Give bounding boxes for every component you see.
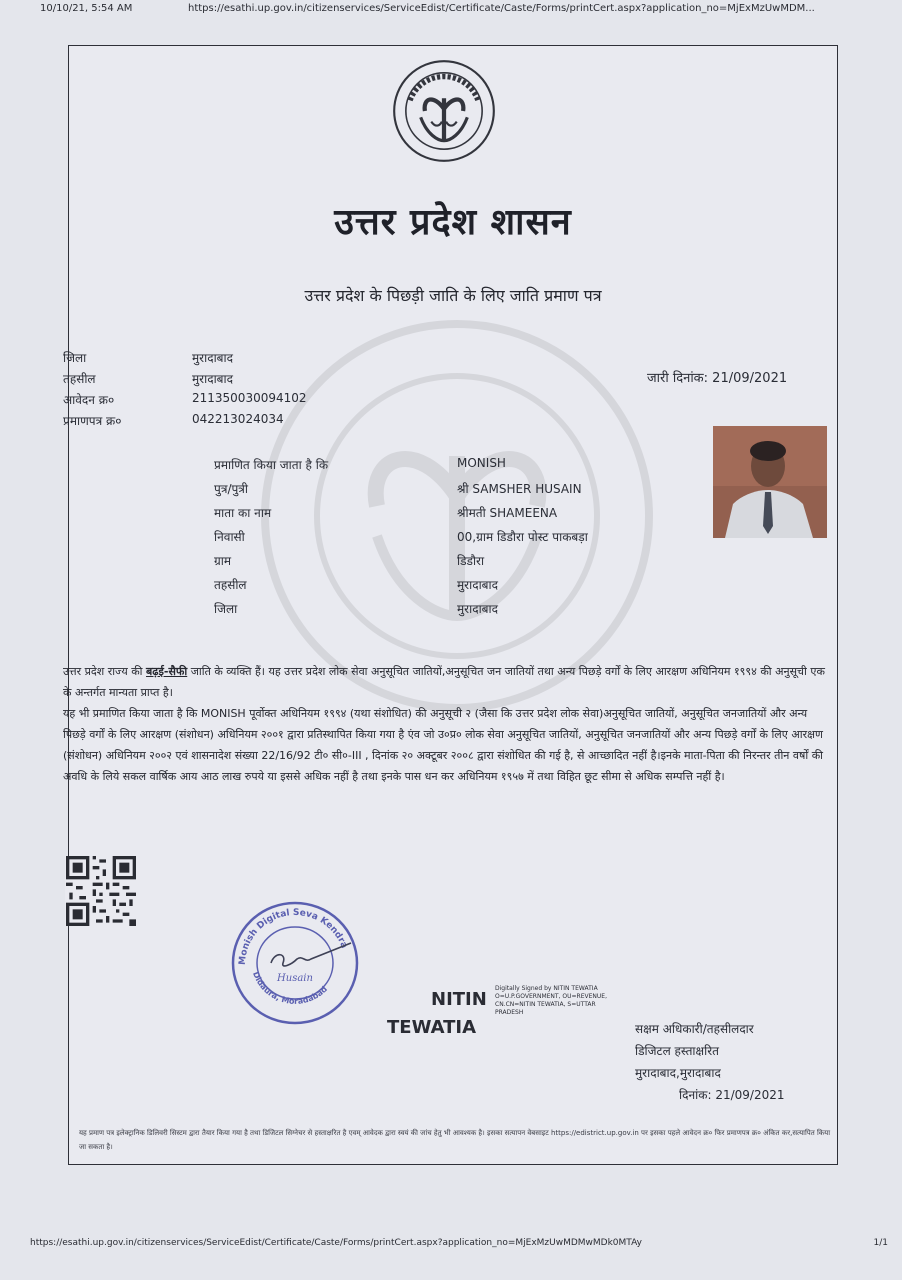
detail-value: मुरादाबाद [457,602,499,616]
authority-date: दिनांक: 21/09/2021 [679,1088,785,1102]
detail-value: 00,ग्राम डिडौरा पोस्ट पाकबड़ा [457,530,588,544]
detail-value: श्रीमती SHAMEENA [457,506,558,520]
print-timestamp: 10/10/21, 5:54 AM [40,3,133,14]
meta-label: आवेदन क्र० [63,393,115,407]
detail-label: प्रमाणित किया जाता है कि [214,458,329,472]
meta-value: 042213024034 [192,412,284,426]
issuing-authority [635,1018,785,1106]
digital-signature-info: Digitally Signed by NITIN TEWATIA O=U.P.GOVERNMENT, OU=REVENUE, CN.CN=NITIN TEWATIA, S=UTTAR PRADESH [495,985,607,1016]
stamp-bottom-text: Didaura, Moradabad [251,970,330,1006]
applicant-photo [713,426,827,538]
detail-label: ग्राम [214,554,232,568]
up-government-emblem-icon [391,58,497,164]
certificate-title: उत्तर प्रदेश शासन [334,201,572,243]
print-footer [30,1238,888,1252]
verification-footnote: यह प्रमाण पत्र इलेक्ट्रानिक डिलिवरी सिस्टम द्वारा तैयार किया गया है तथा डिजिटल सिग्नेचर से हस्ताक्षरित है एवम् आवेदक द्वारा स्वयं की जांच हेतु भी आवश्यक है। इसका सत्यापन वेबसाइट https://edistrict.up.gov.in पर इसका पहले आवेदन क्र० फिर प्रमाणपत्र क्र० अंकित कर,सत्यापित किया जा सकता है। [79,1129,831,1151]
signer-last-name: TEWATIA [387,1017,477,1038]
detail-label: माता का नाम [214,506,272,520]
detail-value: डिडौरा [457,554,485,568]
stamp-sign-text: Husain [277,973,313,984]
certificate-subtitle: उत्तर प्रदेश के पिछड़ी जाति के लिए जाति प्रमाण पत्र [304,286,602,305]
caste-paragraph-end: जाति के व्यक्ति हैं। यह उत्तर प्रदेश लोक सेवा अनुसूचित जातियों,अनुसूचित जन जातियों तथा अन्य पिछड़े वर्गों के लिए आरक्षण अधिनियम १९९४ की अनुसूची एक के अन्तर्गत मान्यता प्राप्त है। [63,665,825,699]
meta-label: जिला [63,351,87,365]
qr-code-icon [65,856,137,926]
certificate [63,45,838,1165]
authority-line: मुरादाबाद,मुरादाबाद [635,1066,721,1080]
print-footer-url: https://esathi.up.gov.in/citizenservices/ServiceEdist/Certificate/Caste/Forms/printCert.aspx?application_no=MjExMzUwMDMwMDk0MTAy [30,1238,642,1248]
issue-date: जारी दिनांक: 21/09/2021 [647,371,788,386]
detail-value: मुरादाबाद [457,578,499,592]
detail-label: जिला [214,602,238,616]
meta-value: मुरादाबाद [192,351,234,365]
meta-label: तहसील [63,372,96,386]
detail-label: पुत्र/पुत्री [214,482,249,496]
caste-name: बढ़ई-सैफी [146,665,188,678]
detail-label: तहसील [214,578,247,592]
detail-value: MONISH [457,456,506,470]
authority-line: सक्षम अधिकारी/तहसीलदार [635,1022,754,1036]
meta-value: मुरादाबाद [192,372,234,386]
meta-value: 211350030094102 [192,391,307,405]
applicant-portrait-icon [713,426,827,538]
detail-label: निवासी [214,530,245,544]
seva-kendra-stamp-icon [231,901,359,1025]
authority-line: डिजिटल हस्ताक्षरित [635,1044,719,1058]
income-paragraph: यह भी प्रमाणित किया जाता है कि MONISH पूर्वोक्त अधिनियम १९९४ (यथा संशोधित) की अनुसूची २ (जैसा कि उत्तर प्रदेश लोक सेवा)अनुसूचित जातियों, अनुसूचित जनजातियों और अन्य पिछड़े वर्गों के लिए आरक्षण (संशोधन) अधिनियम २००१ द्वारा प्रतिस्थापित किया गया है एंव जो उ०प्र० लोक सेवा अनुसूचित जातियों, अनुसूचित जनजातियों और अन्य पिछड़े वर्गों के लिए आरक्षण (संशोधन) अधिनियम २००२ एवं शासनादेश संख्या 22/16/92 टी० सी०-III , दिनांक २० अक्टूबर २००८ द्वारा संशोधित की गई है, से आच्छादित नहीं है।इनके माता-पिता की निरन्तर तीन वर्षों की अवधि के लिये सकल वार्षिक आय आठ लाख रुपये या इससे अधिक नहीं है तथा इनके पास धन कर अधिनियम १९५७ में तथा विहित छूट सीमा से अधिक सम्पत्ति नहीं है। [63,707,824,783]
detail-value: श्री SAMSHER HUSAIN [457,482,582,496]
meta-label: प्रमाणपत्र क्र० [63,414,122,428]
stamp-top-text: Monish Digital Seva Kendra [237,907,349,966]
print-url: https://esathi.up.gov.in/citizenservices/ServiceEdist/Certificate/Caste/Forms/printCert.aspx?application_no=MjExMzUwMDM... [188,3,815,14]
page-number: 1/1 [873,1238,888,1248]
caste-paragraph [63,661,825,703]
print-header [40,3,882,17]
signer-first-name: NITIN [431,989,487,1010]
caste-paragraph-start: उत्तर प्रदेश राज्य की [63,665,147,678]
